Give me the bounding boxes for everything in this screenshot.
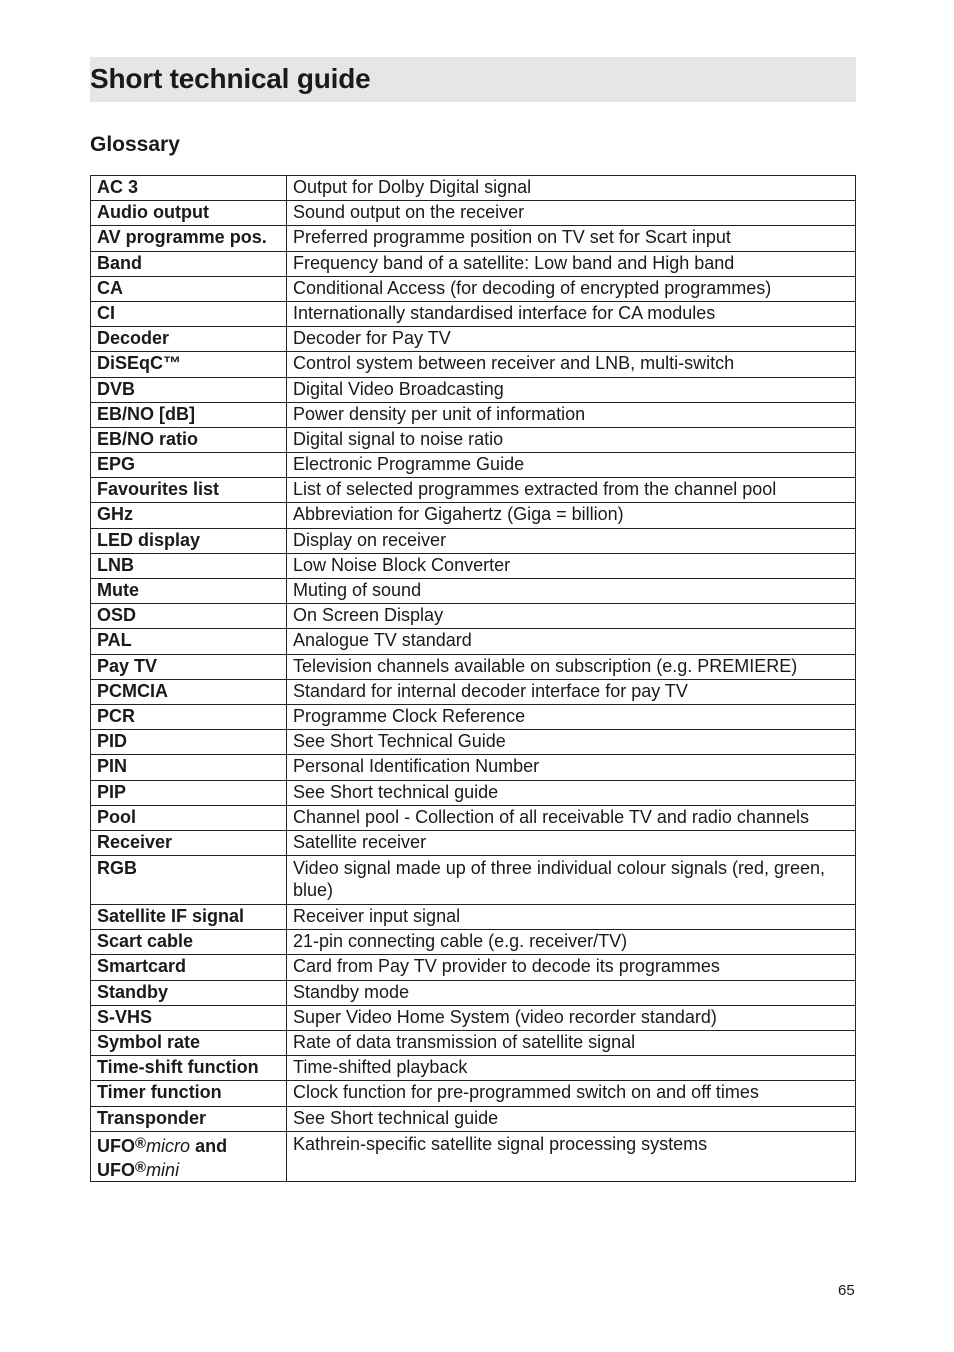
table-row bbox=[91, 980, 856, 1005]
table-row bbox=[91, 377, 856, 402]
glossary-term: Mute bbox=[91, 579, 287, 604]
glossary-term: Decoder bbox=[91, 327, 287, 352]
glossary-term: DiSEqC™ bbox=[91, 352, 287, 377]
glossary-definition: Standard for internal decoder interface for pay TV bbox=[287, 679, 856, 704]
table-row bbox=[91, 276, 856, 301]
glossary-term: Audio output bbox=[91, 201, 287, 226]
glossary-definition: Programme Clock Reference bbox=[287, 704, 856, 729]
glossary-term: LED display bbox=[91, 528, 287, 553]
table-row bbox=[91, 955, 856, 980]
glossary-definition: Conditional Access (for decoding of encrypted programmes) bbox=[287, 276, 856, 301]
table-row bbox=[91, 704, 856, 729]
table-row bbox=[91, 1031, 856, 1056]
glossary-definition: Control system between receiver and LNB, multi-switch bbox=[287, 352, 856, 377]
glossary-term: Favourites list bbox=[91, 478, 287, 503]
glossary-definition: See Short technical guide bbox=[287, 1106, 856, 1131]
ufo-term-part: micro bbox=[146, 1135, 191, 1156]
glossary-definition: Clock function for pre-programmed switch on and off times bbox=[287, 1081, 856, 1106]
table-row bbox=[91, 402, 856, 427]
table-row bbox=[91, 503, 856, 528]
glossary-term: EB/NO ratio bbox=[91, 427, 287, 452]
glossary-table bbox=[90, 175, 856, 1182]
registered-mark: ® bbox=[135, 1158, 147, 1176]
table-row bbox=[91, 352, 856, 377]
glossary-definition: Super Video Home System (video recorder standard) bbox=[287, 1005, 856, 1030]
glossary-term: PCMCIA bbox=[91, 679, 287, 704]
ufo-term-part: UFO bbox=[97, 1159, 135, 1180]
ufo-term-part: mini bbox=[146, 1159, 180, 1180]
glossary-definition: Low Noise Block Converter bbox=[287, 553, 856, 578]
glossary-definition: Standby mode bbox=[287, 980, 856, 1005]
glossary-term: RGB bbox=[91, 856, 287, 905]
glossary-term: PID bbox=[91, 730, 287, 755]
glossary-definition: Frequency band of a satellite: Low band and High band bbox=[287, 251, 856, 276]
registered-mark: ® bbox=[135, 1134, 147, 1152]
table-row bbox=[91, 654, 856, 679]
glossary-term: Pay TV bbox=[91, 654, 287, 679]
glossary-definition: Abbreviation for Gigahertz (Giga = billion) bbox=[287, 503, 856, 528]
glossary-definition: Digital signal to noise ratio bbox=[287, 427, 856, 452]
glossary-term: CI bbox=[91, 301, 287, 326]
glossary-definition: Preferred programme position on TV set for Scart input bbox=[287, 226, 856, 251]
table-row bbox=[91, 478, 856, 503]
glossary-term: PAL bbox=[91, 629, 287, 654]
glossary-term: Satellite IF signal bbox=[91, 905, 287, 930]
glossary-term bbox=[91, 1131, 287, 1181]
glossary-definition: Satellite receiver bbox=[287, 830, 856, 855]
table-row bbox=[91, 301, 856, 326]
glossary-term: PCR bbox=[91, 704, 287, 729]
table-row bbox=[91, 553, 856, 578]
table-row bbox=[91, 453, 856, 478]
table-row bbox=[91, 251, 856, 276]
table-row-ufo bbox=[91, 1131, 856, 1181]
glossary-body bbox=[91, 176, 856, 1182]
table-row bbox=[91, 604, 856, 629]
glossary-definition: Sound output on the receiver bbox=[287, 201, 856, 226]
glossary-term: Band bbox=[91, 251, 287, 276]
glossary-term: S-VHS bbox=[91, 1005, 287, 1030]
glossary-term: OSD bbox=[91, 604, 287, 629]
glossary-definition: Analogue TV standard bbox=[287, 629, 856, 654]
glossary-term: CA bbox=[91, 276, 287, 301]
table-row bbox=[91, 1081, 856, 1106]
page-number: 65 bbox=[838, 1282, 855, 1299]
glossary-term: GHz bbox=[91, 503, 287, 528]
glossary-term: EPG bbox=[91, 453, 287, 478]
glossary-definition: Electronic Programme Guide bbox=[287, 453, 856, 478]
glossary-definition: Internationally standardised interface for CA modules bbox=[287, 301, 856, 326]
glossary-term: Symbol rate bbox=[91, 1031, 287, 1056]
table-row bbox=[91, 856, 856, 905]
table-row bbox=[91, 1056, 856, 1081]
glossary-term: Smartcard bbox=[91, 955, 287, 980]
table-row bbox=[91, 528, 856, 553]
glossary-definition: Digital Video Broadcasting bbox=[287, 377, 856, 402]
table-row bbox=[91, 327, 856, 352]
table-row bbox=[91, 780, 856, 805]
glossary-term: DVB bbox=[91, 377, 287, 402]
table-row bbox=[91, 176, 856, 201]
table-row bbox=[91, 226, 856, 251]
glossary-definition: Decoder for Pay TV bbox=[287, 327, 856, 352]
glossary-term: AV programme pos. bbox=[91, 226, 287, 251]
glossary-definition: Power density per unit of information bbox=[287, 402, 856, 427]
ufo-term-part: and bbox=[190, 1135, 228, 1156]
glossary-term: EB/NO [dB] bbox=[91, 402, 287, 427]
glossary-term: Pool bbox=[91, 805, 287, 830]
glossary-definition: Kathrein-specific satellite signal processing systems bbox=[287, 1131, 856, 1181]
glossary-definition: Rate of data transmission of satellite signal bbox=[287, 1031, 856, 1056]
table-row bbox=[91, 1106, 856, 1131]
section-title: Glossary bbox=[90, 133, 180, 156]
glossary-definition: List of selected programmes extracted from the channel pool bbox=[287, 478, 856, 503]
table-row bbox=[91, 427, 856, 452]
glossary-definition: See Short technical guide bbox=[287, 780, 856, 805]
table-row bbox=[91, 629, 856, 654]
glossary-definition: On Screen Display bbox=[287, 604, 856, 629]
table-row bbox=[91, 1005, 856, 1030]
glossary-term: Standby bbox=[91, 980, 287, 1005]
table-row bbox=[91, 905, 856, 930]
glossary-term: PIP bbox=[91, 780, 287, 805]
glossary-term: Scart cable bbox=[91, 930, 287, 955]
glossary-term: Time-shift function bbox=[91, 1056, 287, 1081]
glossary-term: PIN bbox=[91, 755, 287, 780]
glossary-definition: Time-shifted playback bbox=[287, 1056, 856, 1081]
glossary-definition: Receiver input signal bbox=[287, 905, 856, 930]
glossary-definition: Personal Identification Number bbox=[287, 755, 856, 780]
glossary-definition: Television channels available on subscription (e.g. PREMIERE) bbox=[287, 654, 856, 679]
table-row bbox=[91, 201, 856, 226]
glossary-term: Receiver bbox=[91, 830, 287, 855]
glossary-definition: Muting of sound bbox=[287, 579, 856, 604]
glossary-term: Transponder bbox=[91, 1106, 287, 1131]
glossary-definition: 21-pin connecting cable (e.g. receiver/TV) bbox=[287, 930, 856, 955]
table-row bbox=[91, 679, 856, 704]
glossary-definition: Channel pool - Collection of all receivable TV and radio channels bbox=[287, 805, 856, 830]
glossary-definition: Output for Dolby Digital signal bbox=[287, 176, 856, 201]
glossary-term: Timer function bbox=[91, 1081, 287, 1106]
table-row bbox=[91, 830, 856, 855]
glossary-definition: Card from Pay TV provider to decode its programmes bbox=[287, 955, 856, 980]
table-row bbox=[91, 730, 856, 755]
page-title: Short technical guide bbox=[90, 63, 371, 94]
glossary-definition: Display on receiver bbox=[287, 528, 856, 553]
glossary-term: AC 3 bbox=[91, 176, 287, 201]
title-bar bbox=[90, 57, 856, 102]
ufo-term-part: UFO bbox=[97, 1135, 135, 1156]
table-row bbox=[91, 755, 856, 780]
glossary-term: LNB bbox=[91, 553, 287, 578]
table-row bbox=[91, 930, 856, 955]
glossary-definition: See Short Technical Guide bbox=[287, 730, 856, 755]
glossary-definition: Video signal made up of three individual colour signals (red, green, blue) bbox=[287, 856, 856, 905]
table-row bbox=[91, 805, 856, 830]
table-row bbox=[91, 579, 856, 604]
